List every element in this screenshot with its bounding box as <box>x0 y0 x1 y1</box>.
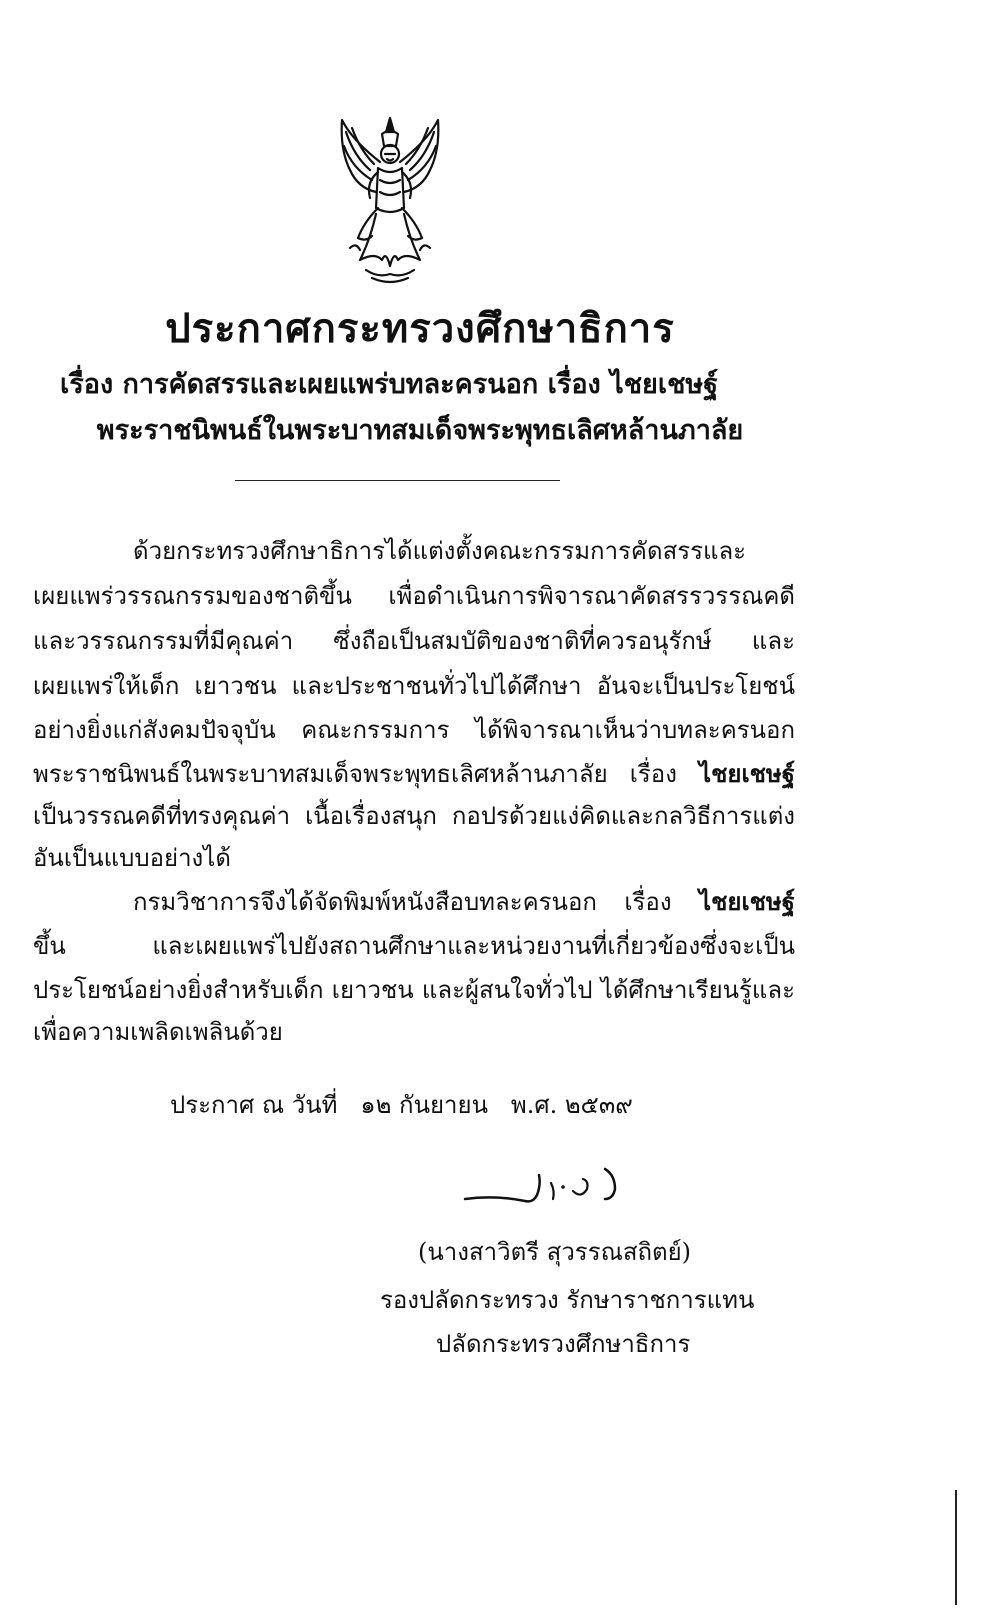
body-text: พระราชนิพนธ์ในพระบาทสมเด็จพระพุทธเลิศหล้านภาลัย เรื่อง <box>33 760 700 788</box>
divider <box>235 480 560 481</box>
body-line <box>133 886 795 918</box>
signatory-name: (นางสาวิตรี สุวรรณสถิตย์) <box>418 1238 692 1266</box>
garuda-emblem-icon <box>330 110 450 285</box>
body-line: อันเป็นแบบอย่างได้ <box>33 844 231 872</box>
body-line: เป็นวรรณคดีที่ทรงคุณค่า เนื้อเรื่องสนุก กอปรด้วยแง่คิดและกลวิธีการแต่ง <box>33 802 795 830</box>
signatory-position: รองปลัดกระทรวง รักษาราชการแทน <box>380 1286 755 1314</box>
body-text: กรมวิชาการจึงได้จัดพิมพ์หนังสือบทละครนอก เรื่อง <box>133 888 700 916</box>
title-emphasis: ไชยเชษฐ์ <box>699 759 795 788</box>
subject-line-2: พระราชนิพนธ์ในพระบาทสมเด็จพระพุทธเลิศหล้านภาลัย <box>96 415 744 446</box>
announcement-date: ประกาศ ณ วันที่ ๑๒ กันยายน พ.ศ. ๒๕๓๙ <box>170 1091 633 1119</box>
signatory-position: ปลัดกระทรวงศึกษาธิการ <box>436 1330 691 1358</box>
page-title: ประกาศกระทรวงศึกษาธิการ <box>165 305 675 352</box>
body-line: เผยแพร่วรรณกรรมของชาติขึ้น เพื่อดำเนินการพิจารณาคัดสรรวรรณคดี <box>33 582 795 610</box>
body-line: เพื่อความเพลิดเพลินด้วย <box>33 1018 283 1046</box>
page-edge-mark <box>955 1490 957 1605</box>
handwritten-signature <box>455 1155 655 1215</box>
body-line: และวรรณกรรมที่มีคุณค่า ซึ่งถือเป็นสมบัติของชาติที่ควรอนุรักษ์ และ <box>33 627 795 655</box>
title-emphasis: ไชยเชษฐ์ <box>699 887 795 916</box>
body-line <box>33 758 795 790</box>
body-line: ขึ้น และเผยแพร่ไปยังสถานศึกษาและหน่วยงานที่เกี่ยวข้องซึ่งจะเป็น <box>33 932 795 960</box>
subject-line-1: เรื่อง การคัดสรรและเผยแพร่บทละครนอก เรื่อง ไชยเชษฐ์ <box>60 369 719 400</box>
body-line: อย่างยิ่งแก่สังคมปัจจุบัน คณะกรรมการ ได้พิจารณาเห็นว่าบทละครนอก <box>33 716 795 744</box>
body-line: เผยแพร่ให้เด็ก เยาวชน และประชาชนทั่วไปได้ศึกษา อันจะเป็นประโยชน์ <box>33 672 795 700</box>
body-line: ประโยชน์อย่างยิ่งสำหรับเด็ก เยาวชน และผู้สนใจทั่วไป ได้ศึกษาเรียนรู้และ <box>33 976 795 1004</box>
body-line: ด้วยกระทรวงศึกษาธิการได้แต่งตั้งคณะกรรมการคัดสรรและ <box>133 537 747 565</box>
